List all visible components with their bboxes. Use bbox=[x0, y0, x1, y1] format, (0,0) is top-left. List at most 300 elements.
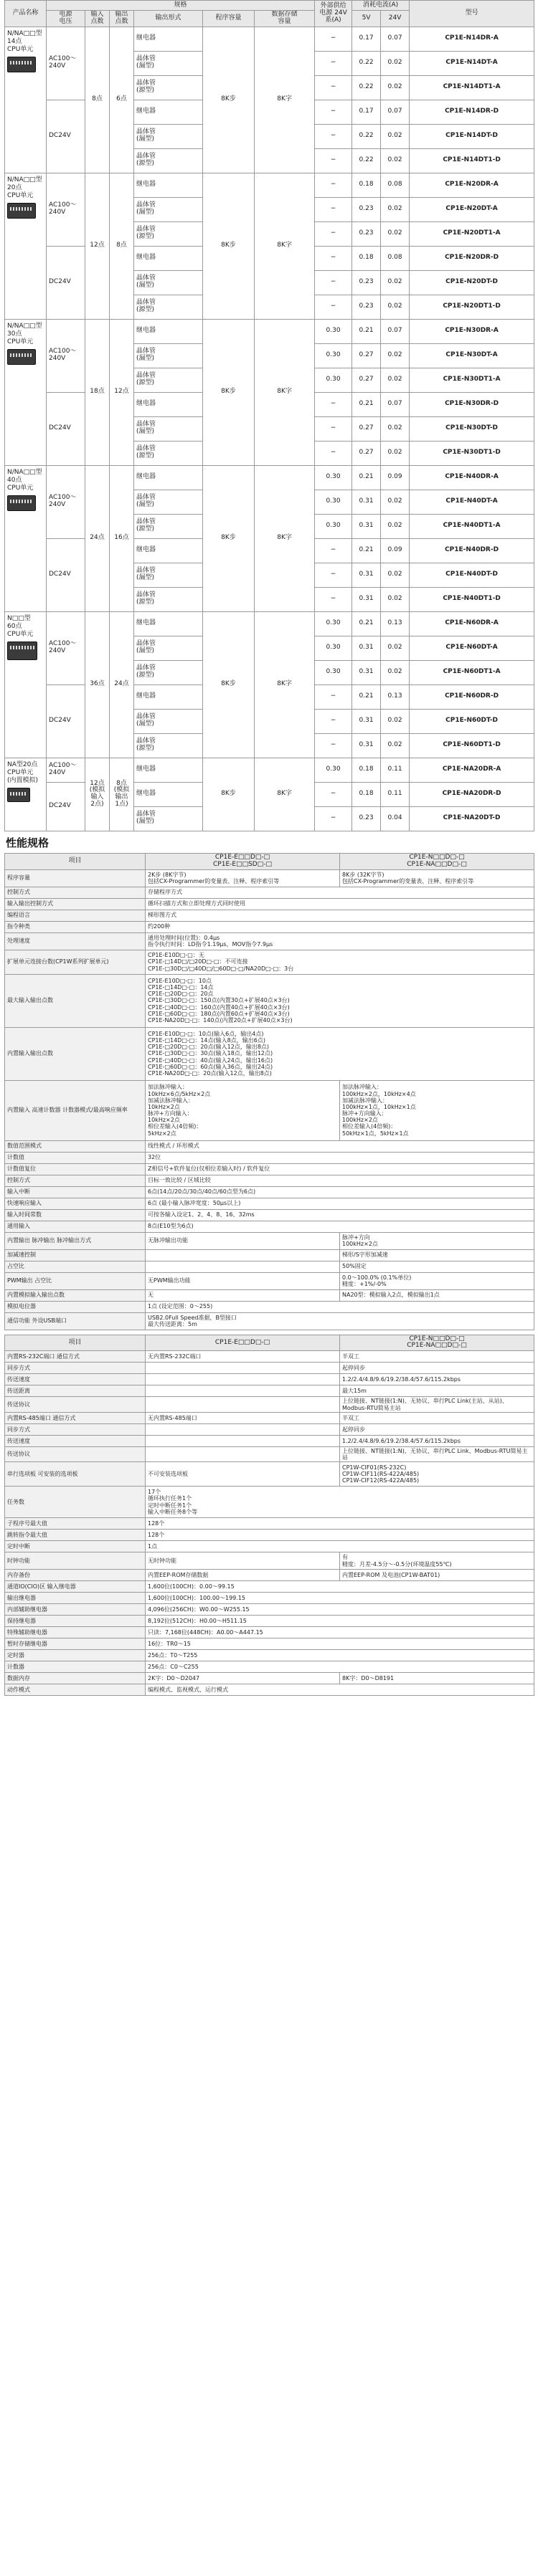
th-product: 产品名称 bbox=[5, 1, 47, 27]
spec1-n-value: NA20型：模拟输入2点，模拟输出1点 bbox=[340, 1289, 534, 1301]
current-24v: 0.11 bbox=[381, 758, 410, 782]
output-type: 晶体管 (漏型) bbox=[134, 343, 203, 368]
spec1-shared-value: 目标一致比较 / 区域比较 bbox=[146, 1175, 534, 1186]
model-number: CP1E-N40DT-D bbox=[410, 563, 534, 587]
spec2-n-value: CP1W-CIF01(RS-232C) CP1W-CIF11(RS-422A/485) CP1W-CIF12(RS-422A/485) bbox=[340, 1462, 534, 1487]
spec2-n-value: 内置EEP-ROM 及电池(CP1W-BAT01) bbox=[340, 1570, 534, 1581]
model-number: CP1E-N60DT1-D bbox=[410, 733, 534, 758]
spec2-shared-value: 128个 bbox=[146, 1530, 534, 1541]
ext-power-value: 0.30 bbox=[315, 636, 352, 660]
spec1-row bbox=[5, 869, 534, 887]
spec1-item: 内置输出 脉冲输出 脉冲输出方式 bbox=[5, 1232, 146, 1249]
spec2-row bbox=[5, 1627, 534, 1638]
ext-power-value: − bbox=[315, 51, 352, 75]
output-type: 晶体管 (源型) bbox=[134, 221, 203, 246]
current-5v: 0.21 bbox=[352, 684, 381, 709]
spec1-row bbox=[5, 1027, 534, 1080]
spec1-n-value: 梯形/S字形加减速 bbox=[340, 1249, 534, 1261]
current-5v: 0.23 bbox=[352, 221, 381, 246]
model-row bbox=[5, 465, 534, 490]
current-24v: 0.08 bbox=[381, 246, 410, 270]
model-number: CP1E-N20DT-D bbox=[410, 270, 534, 295]
program-capacity: 8K步 bbox=[203, 758, 255, 831]
spec2-row bbox=[5, 1673, 534, 1684]
spec1-item: 控制方式 bbox=[5, 887, 146, 898]
spec1-shared-value: 可按各输入设定1、2、4、8、16、32ms bbox=[146, 1209, 534, 1221]
spec2-row bbox=[5, 1435, 534, 1446]
spec-section-title: 性能规格 bbox=[6, 836, 49, 849]
current-5v: 0.27 bbox=[352, 441, 381, 465]
spec1-row bbox=[5, 1175, 534, 1186]
output-points: 16点 bbox=[110, 465, 134, 611]
model-number: CP1E-N30DT-A bbox=[410, 343, 534, 368]
output-points: 12点 bbox=[110, 319, 134, 465]
output-type: 晶体管 (源型) bbox=[134, 587, 203, 611]
output-type: 继电器 bbox=[134, 758, 203, 782]
input-points: 18点 bbox=[85, 319, 110, 465]
spec2-item: 同步方式 bbox=[5, 1423, 146, 1435]
product-name: N□□型 60点 CPU单元 bbox=[7, 614, 34, 639]
current-5v: 0.18 bbox=[352, 246, 381, 270]
product-name: N/NA□□型 40点 CPU单元 bbox=[7, 468, 42, 492]
spec1-row bbox=[5, 1198, 534, 1209]
spec1-shared-value: 存储程序方式 bbox=[146, 887, 534, 898]
spec2-e-value: 无内置RS-232C端口 bbox=[146, 1351, 340, 1363]
spec1-shared-value: 8点(E10型为6点) bbox=[146, 1221, 534, 1232]
spec2-shared-value: 编程模式、监视模式、运行模式 bbox=[146, 1684, 534, 1696]
spec2-h-e: CP1E-E□□D□-□ bbox=[146, 1335, 340, 1351]
spec1-item: 快速响应输入 bbox=[5, 1198, 146, 1209]
ext-power-value: 0.30 bbox=[315, 514, 352, 538]
model-number: CP1E-N14DT1-A bbox=[410, 75, 534, 100]
spec2-row bbox=[5, 1684, 534, 1696]
current-5v: 0.27 bbox=[352, 368, 381, 392]
spec2-item: 跳转指令最大值 bbox=[5, 1530, 146, 1541]
output-type: 晶体管 (源型) bbox=[134, 660, 203, 684]
spec1-row bbox=[5, 1209, 534, 1221]
spec2-item: 动作模式 bbox=[5, 1684, 146, 1696]
data-capacity: 8K字 bbox=[255, 465, 315, 611]
output-type: 晶体管 (漏型) bbox=[134, 416, 203, 441]
ext-power-value: − bbox=[315, 392, 352, 416]
model-number: CP1E-N60DR-D bbox=[410, 684, 534, 709]
current-24v: 0.09 bbox=[381, 465, 410, 490]
spec2-item: 同步方式 bbox=[5, 1363, 146, 1374]
model-number: CP1E-N40DT1-A bbox=[410, 514, 534, 538]
cpu-unit-image-icon bbox=[7, 203, 36, 219]
th-model: 型号 bbox=[410, 1, 534, 27]
spec2-shared-value: 1点 bbox=[146, 1541, 534, 1552]
spec2-row bbox=[5, 1423, 534, 1435]
spec2-item: 时钟功能 bbox=[5, 1552, 146, 1570]
spec2-row bbox=[5, 1604, 534, 1616]
current-24v: 0.07 bbox=[381, 392, 410, 416]
spec1-row bbox=[5, 1152, 534, 1163]
spec2-item: 定时器 bbox=[5, 1650, 146, 1661]
spec1-row bbox=[5, 1140, 534, 1152]
spec1-h-e: CP1E-E□□D□-□ CP1E-E□□SD□-□ bbox=[146, 853, 340, 869]
model-number: CP1E-N20DR-A bbox=[410, 173, 534, 197]
spec1-h-item: 项目 bbox=[5, 853, 146, 869]
spec1-row bbox=[5, 1080, 534, 1140]
current-5v: 0.22 bbox=[352, 75, 381, 100]
ext-power-value: 0.30 bbox=[315, 368, 352, 392]
program-capacity: 8K步 bbox=[203, 27, 255, 173]
model-row bbox=[5, 758, 534, 782]
product-name-cell bbox=[5, 758, 47, 831]
current-5v: 0.31 bbox=[352, 587, 381, 611]
spec-table-2-body bbox=[5, 1351, 534, 1696]
output-type: 继电器 bbox=[134, 465, 203, 490]
spec1-row bbox=[5, 1221, 534, 1232]
spec1-row bbox=[5, 1163, 534, 1175]
spec2-item: 内部辅助继电器 bbox=[5, 1604, 146, 1616]
output-type: 晶体管 (漏型) bbox=[134, 636, 203, 660]
spec2-e-value: 不可安装选项板 bbox=[146, 1462, 340, 1487]
spec1-shared-value: CP1E-E10D□-□：无 CP1E-□14D□/□20D□-□：不可连接 CP1E-□30D□/□40D□/□60D□-□/NA20D□-□：3台 bbox=[146, 950, 534, 974]
th-program: 程序容量 bbox=[203, 11, 255, 27]
current-5v: 0.18 bbox=[352, 782, 381, 806]
data-capacity: 8K字 bbox=[255, 611, 315, 758]
power-voltage: DC24V bbox=[47, 684, 85, 758]
ext-power-value: − bbox=[315, 416, 352, 441]
product-name-cell bbox=[5, 319, 47, 465]
spec2-row bbox=[5, 1552, 534, 1570]
spec2-shared-value: 1,600位(100CH)：0.00～99.15 bbox=[146, 1581, 534, 1593]
spec1-shared-value: 1点 (设定范围：0～255) bbox=[146, 1301, 534, 1312]
spec2-n-value: 上位链接、NT链接(1:N)、无协议、串行PLC Link(主站、从站)、Modbus-RTU简易主站 bbox=[340, 1397, 534, 1412]
product-name: N/NA□□型 20点 CPU单元 bbox=[7, 176, 42, 200]
spec1-row bbox=[5, 910, 534, 921]
spec2-row bbox=[5, 1570, 534, 1581]
spec2-row bbox=[5, 1412, 534, 1423]
input-points: 24点 bbox=[85, 465, 110, 611]
spec1-item: 内置输入 高速计数器 计数器模式/最高响应频率 bbox=[5, 1080, 146, 1140]
output-type: 晶体管 (源型) bbox=[134, 733, 203, 758]
current-5v: 0.31 bbox=[352, 709, 381, 733]
current-5v: 0.23 bbox=[352, 197, 381, 221]
power-voltage: DC24V bbox=[47, 100, 85, 173]
current-5v: 0.23 bbox=[352, 270, 381, 295]
current-24v: 0.02 bbox=[381, 416, 410, 441]
input-points: 12点 bbox=[85, 173, 110, 319]
spec2-e-value bbox=[146, 1446, 340, 1461]
spec-table-1-body bbox=[5, 869, 534, 1330]
spec2-shared-value: 128个 bbox=[146, 1518, 534, 1530]
program-capacity: 8K步 bbox=[203, 611, 255, 758]
spec1-h-n: CP1E-N□□D□-□ CP1E-NA□□D□-□ bbox=[340, 853, 534, 869]
spec2-row bbox=[5, 1616, 534, 1627]
power-voltage: AC100～ 240V bbox=[47, 465, 85, 538]
current-5v: 0.18 bbox=[352, 173, 381, 197]
output-points: 8点 (模拟 输出 1点) bbox=[110, 758, 134, 831]
spec2-row bbox=[5, 1462, 534, 1487]
model-number: CP1E-N30DR-A bbox=[410, 319, 534, 343]
ext-power-value: − bbox=[315, 587, 352, 611]
spec2-row bbox=[5, 1351, 534, 1363]
ext-power-value: 0.30 bbox=[315, 343, 352, 368]
spec1-shared-value: 通用处理时间(位置)：0.4μs 指令执行时间：LD指令1.19μs，MOV指令7.9μs bbox=[146, 932, 534, 950]
spec2-n-value: 上位链接、NT链接(1:N)、无协议、串行PLC Link、Modbus-RTU简易主站 bbox=[340, 1446, 534, 1461]
spec2-item: 传送协议 bbox=[5, 1446, 146, 1461]
model-number: CP1E-N60DT-D bbox=[410, 709, 534, 733]
spec2-e-value bbox=[146, 1363, 340, 1374]
current-24v: 0.02 bbox=[381, 660, 410, 684]
power-voltage: AC100～ 240V bbox=[47, 319, 85, 392]
spec1-item: 加减速控制 bbox=[5, 1249, 146, 1261]
spec1-item: PWM输出 占空比 bbox=[5, 1272, 146, 1289]
spec2-n-value: 有 精度：月差-4.5分～-0.5分(环境温度55℃) bbox=[340, 1552, 534, 1570]
current-5v: 0.31 bbox=[352, 563, 381, 587]
spec2-item: 数据内存 bbox=[5, 1673, 146, 1684]
output-type: 晶体管 (漏型) bbox=[134, 709, 203, 733]
spec-table-2 bbox=[4, 1335, 534, 1697]
spec1-shared-value: 6点 (最小输入脉冲宽度：50μs以上) bbox=[146, 1198, 534, 1209]
output-type: 晶体管 (漏型) bbox=[134, 51, 203, 75]
spec1-e-value: 无脉冲输出功能 bbox=[146, 1232, 340, 1249]
data-capacity: 8K字 bbox=[255, 173, 315, 319]
spec2-e-value bbox=[146, 1435, 340, 1446]
spec2-e-value bbox=[146, 1374, 340, 1385]
model-number: CP1E-N40DR-D bbox=[410, 538, 534, 563]
spec1-shared-value: 循环扫描方式和立即处理方式同时使用 bbox=[146, 898, 534, 910]
model-number: CP1E-N14DR-D bbox=[410, 100, 534, 124]
output-points: 24点 bbox=[110, 611, 134, 758]
spec2-n-value: 1.2/2.4/4.8/9.6/19.2/38.4/57.6/115.2kbps bbox=[340, 1374, 534, 1385]
spec2-n-value: 8K字：D0～D8191 bbox=[340, 1673, 534, 1684]
spec1-n-value: 加法脉冲输入： 100kHz×2点，10kHz×4点 加减法脉冲输入： 100kHz×1点，10kHz×1点 脉冲+方向输入： 100kHz×2点 相位差输入(4倍频)： 50kHz×1点，5kHz×1点 bbox=[340, 1080, 534, 1140]
model-row bbox=[5, 27, 534, 51]
spec1-row bbox=[5, 887, 534, 898]
current-24v: 0.07 bbox=[381, 319, 410, 343]
model-number: CP1E-NA20DR-A bbox=[410, 758, 534, 782]
spec1-row bbox=[5, 1272, 534, 1289]
spec1-row bbox=[5, 1289, 534, 1301]
power-voltage: AC100～ 240V bbox=[47, 611, 85, 684]
model-number: CP1E-N40DT1-D bbox=[410, 587, 534, 611]
model-table bbox=[4, 0, 534, 831]
current-24v: 0.02 bbox=[381, 75, 410, 100]
spec1-item: 处理速度 bbox=[5, 932, 146, 950]
ext-power-value: − bbox=[315, 27, 352, 51]
power-voltage: AC100～ 240V bbox=[47, 27, 85, 100]
output-type: 继电器 bbox=[134, 100, 203, 124]
spec1-n-value: 脉冲+方向 100kHz×2点 bbox=[340, 1232, 534, 1249]
spec1-item: 占空比 bbox=[5, 1261, 146, 1272]
spec1-item: 计数值 bbox=[5, 1152, 146, 1163]
output-type: 晶体管 (漏型) bbox=[134, 806, 203, 831]
current-24v: 0.07 bbox=[381, 27, 410, 51]
current-5v: 0.27 bbox=[352, 416, 381, 441]
spec2-item: 内置RS-485端口 通信方式 bbox=[5, 1412, 146, 1423]
spec1-shared-value: CP1E-E10D□-□：10点 CP1E-□14D□-□：14点 CP1E-□20D□-□：20点 CP1E-□30D□-□：150点(内置30点+扩展40点×3台) CP1E-□40D□-□：160点(内置40点+扩展40点×3台) CP1E-□60D□-□：180点(内置60点+扩展40点×3台) CP1E-NA20D□-□：140点(内置20点+扩展40点×3台) bbox=[146, 974, 534, 1027]
current-5v: 0.21 bbox=[352, 611, 381, 636]
spec2-item: 特殊辅助继电器 bbox=[5, 1627, 146, 1638]
spec2-e-value: 内置EEP-ROM存储数据 bbox=[146, 1570, 340, 1581]
spec1-item: 模拟电位器 bbox=[5, 1301, 146, 1312]
current-24v: 0.02 bbox=[381, 587, 410, 611]
spec2-item: 输出继电器 bbox=[5, 1593, 146, 1604]
model-number: CP1E-N30DT1-A bbox=[410, 368, 534, 392]
spec1-e-value: 无PWM输出功能 bbox=[146, 1272, 340, 1289]
spec1-item: 最大输入输出点数 bbox=[5, 974, 146, 1027]
ext-power-value: − bbox=[315, 709, 352, 733]
data-capacity: 8K字 bbox=[255, 758, 315, 831]
spec2-row bbox=[5, 1385, 534, 1397]
spec2-shared-value: 16位：TR0～15 bbox=[146, 1638, 534, 1650]
output-type: 晶体管 (源型) bbox=[134, 441, 203, 465]
output-type: 继电器 bbox=[134, 611, 203, 636]
spec1-item: 扩展单元连接台数(CP1W系列扩展单元) bbox=[5, 950, 146, 974]
input-points: 12点 (模拟 输入 2点) bbox=[85, 758, 110, 831]
spec1-shared-value: 线性模式 / 环形模式 bbox=[146, 1140, 534, 1152]
ext-power-value: − bbox=[315, 100, 352, 124]
spec1-e-value bbox=[146, 1261, 340, 1272]
th-24v: 24V bbox=[381, 11, 410, 27]
product-name-cell bbox=[5, 611, 47, 758]
spec1-e-value: 无 bbox=[146, 1289, 340, 1301]
ext-power-value: 0.30 bbox=[315, 611, 352, 636]
spec1-shared-value: 32位 bbox=[146, 1152, 534, 1163]
input-points: 8点 bbox=[85, 27, 110, 173]
ext-power-value: − bbox=[315, 173, 352, 197]
spec2-row bbox=[5, 1446, 534, 1461]
spec2-shared-value: 17个 循环执行任务1个 定时中断任务1个 输入中断任务8个等 bbox=[146, 1487, 534, 1518]
spec2-e-value: 无内置RS-485端口 bbox=[146, 1412, 340, 1423]
model-number: CP1E-N30DT-D bbox=[410, 416, 534, 441]
spec2-row bbox=[5, 1530, 534, 1541]
input-points: 36点 bbox=[85, 611, 110, 758]
spec2-item: 子程序号最大值 bbox=[5, 1518, 146, 1530]
ext-power-value: − bbox=[315, 246, 352, 270]
spec1-row bbox=[5, 1186, 534, 1198]
model-number: CP1E-N14DT-A bbox=[410, 51, 534, 75]
spec2-h-item: 项目 bbox=[5, 1335, 146, 1351]
ext-power-value: − bbox=[315, 538, 352, 563]
output-type: 继电器 bbox=[134, 246, 203, 270]
model-number: CP1E-NA20DT-D bbox=[410, 806, 534, 831]
current-24v: 0.02 bbox=[381, 221, 410, 246]
model-row bbox=[5, 611, 534, 636]
current-5v: 0.21 bbox=[352, 538, 381, 563]
spec2-item: 暂时存储继电器 bbox=[5, 1638, 146, 1650]
spec2-item: 传送速度 bbox=[5, 1374, 146, 1385]
model-number: CP1E-N20DT1-A bbox=[410, 221, 534, 246]
output-type: 继电器 bbox=[134, 173, 203, 197]
current-24v: 0.04 bbox=[381, 806, 410, 831]
spec2-e-value: 无时钟功能 bbox=[146, 1552, 340, 1570]
spec2-item: 通道IO(CIO)区 输入继电器 bbox=[5, 1581, 146, 1593]
spec1-e-value: 加法脉冲输入： 10kHz×6点/5kHz×2点 加减法脉冲输入： 10kHz×2点 脉冲+方向输入： 10kHz×2点 相位差输入(4倍频)： 5kHz×2点 bbox=[146, 1080, 340, 1140]
output-type: 继电器 bbox=[134, 684, 203, 709]
spec2-n-value: 半双工 bbox=[340, 1412, 534, 1423]
spec1-shared-value: Z相信号+软件复位(仅相位差输入时) / 软件复位 bbox=[146, 1163, 534, 1175]
spec2-item: 内存备份 bbox=[5, 1570, 146, 1581]
current-5v: 0.22 bbox=[352, 148, 381, 173]
ext-power-value: − bbox=[315, 270, 352, 295]
spec1-item: 控制方式 bbox=[5, 1175, 146, 1186]
spec1-item: 通信功能 外设USB端口 bbox=[5, 1312, 146, 1330]
model-number: CP1E-N60DT-A bbox=[410, 636, 534, 660]
spec1-item: 编程语言 bbox=[5, 910, 146, 921]
current-5v: 0.22 bbox=[352, 124, 381, 148]
spec2-shared-value: 1,600位(100CH)：100.00～199.15 bbox=[146, 1593, 534, 1604]
th-power: 电源 电压 bbox=[47, 11, 85, 27]
spec1-row bbox=[5, 1301, 534, 1312]
spec1-row bbox=[5, 921, 534, 932]
th-data: 数据存储 容量 bbox=[255, 11, 315, 27]
output-type: 晶体管 (漏型) bbox=[134, 563, 203, 587]
spec1-row bbox=[5, 974, 534, 1027]
current-5v: 0.21 bbox=[352, 319, 381, 343]
current-24v: 0.02 bbox=[381, 441, 410, 465]
th-consumption: 消耗电流(A) bbox=[352, 1, 410, 11]
current-5v: 0.31 bbox=[352, 733, 381, 758]
power-voltage: AC100～ 240V bbox=[47, 758, 85, 782]
output-points: 6点 bbox=[110, 27, 134, 173]
spec2-row bbox=[5, 1487, 534, 1518]
spec2-h-n: CP1E-N□□D□-□ CP1E-NA□□D□-□ bbox=[340, 1335, 534, 1351]
ext-power-value: 0.30 bbox=[315, 660, 352, 684]
spec2-row bbox=[5, 1518, 534, 1530]
current-24v: 0.02 bbox=[381, 148, 410, 173]
spec2-e-value bbox=[146, 1423, 340, 1435]
model-number: CP1E-N14DT1-D bbox=[410, 148, 534, 173]
spec2-row bbox=[5, 1593, 534, 1604]
spec2-row bbox=[5, 1397, 534, 1412]
product-name-cell bbox=[5, 27, 47, 173]
current-5v: 0.17 bbox=[352, 27, 381, 51]
current-24v: 0.02 bbox=[381, 124, 410, 148]
ext-power-value: − bbox=[315, 124, 352, 148]
power-voltage: AC100～ 240V bbox=[47, 173, 85, 246]
model-number: CP1E-N20DT1-D bbox=[410, 295, 534, 319]
data-capacity: 8K字 bbox=[255, 27, 315, 173]
power-voltage: DC24V bbox=[47, 246, 85, 319]
spec2-row bbox=[5, 1581, 534, 1593]
program-capacity: 8K步 bbox=[203, 465, 255, 611]
th-ext-power: 外部供给 电源 24V系(A) bbox=[315, 1, 352, 27]
current-24v: 0.07 bbox=[381, 100, 410, 124]
spec1-shared-value: 约200种 bbox=[146, 921, 534, 932]
spec1-item: 输入输出控制方式 bbox=[5, 898, 146, 910]
output-points: 8点 bbox=[110, 173, 134, 319]
spec2-row bbox=[5, 1374, 534, 1385]
current-24v: 0.11 bbox=[381, 782, 410, 806]
spec2-row bbox=[5, 1363, 534, 1374]
current-5v: 0.17 bbox=[352, 100, 381, 124]
spec2-shared-value: 256点：T0～T255 bbox=[146, 1650, 534, 1661]
spec2-item: 传送速度 bbox=[5, 1435, 146, 1446]
spec1-shared-value: 梯形图方式 bbox=[146, 910, 534, 921]
th-5v: 5V bbox=[352, 11, 381, 27]
model-number: CP1E-N60DT1-A bbox=[410, 660, 534, 684]
spec2-item: 内置RS-232C端口 通信方式 bbox=[5, 1351, 146, 1363]
model-number: CP1E-N14DR-A bbox=[410, 27, 534, 51]
output-type: 继电器 bbox=[134, 782, 203, 806]
spec2-shared-value: 4,096位(256CH)：W0.00～W255.15 bbox=[146, 1604, 534, 1616]
model-number: CP1E-N30DT1-D bbox=[410, 441, 534, 465]
model-row bbox=[5, 173, 534, 197]
cpu-unit-image-icon bbox=[7, 788, 30, 802]
th-outputs: 输出 点数 bbox=[110, 11, 134, 27]
model-number: CP1E-N40DT-A bbox=[410, 490, 534, 514]
ext-power-value: − bbox=[315, 733, 352, 758]
spec2-n-value: 最大15m bbox=[340, 1385, 534, 1397]
cpu-unit-image-icon bbox=[7, 349, 36, 365]
spec2-shared-value: 只读：7,168位(448CH)：A0.00～A447.15 bbox=[146, 1627, 534, 1638]
current-24v: 0.02 bbox=[381, 514, 410, 538]
